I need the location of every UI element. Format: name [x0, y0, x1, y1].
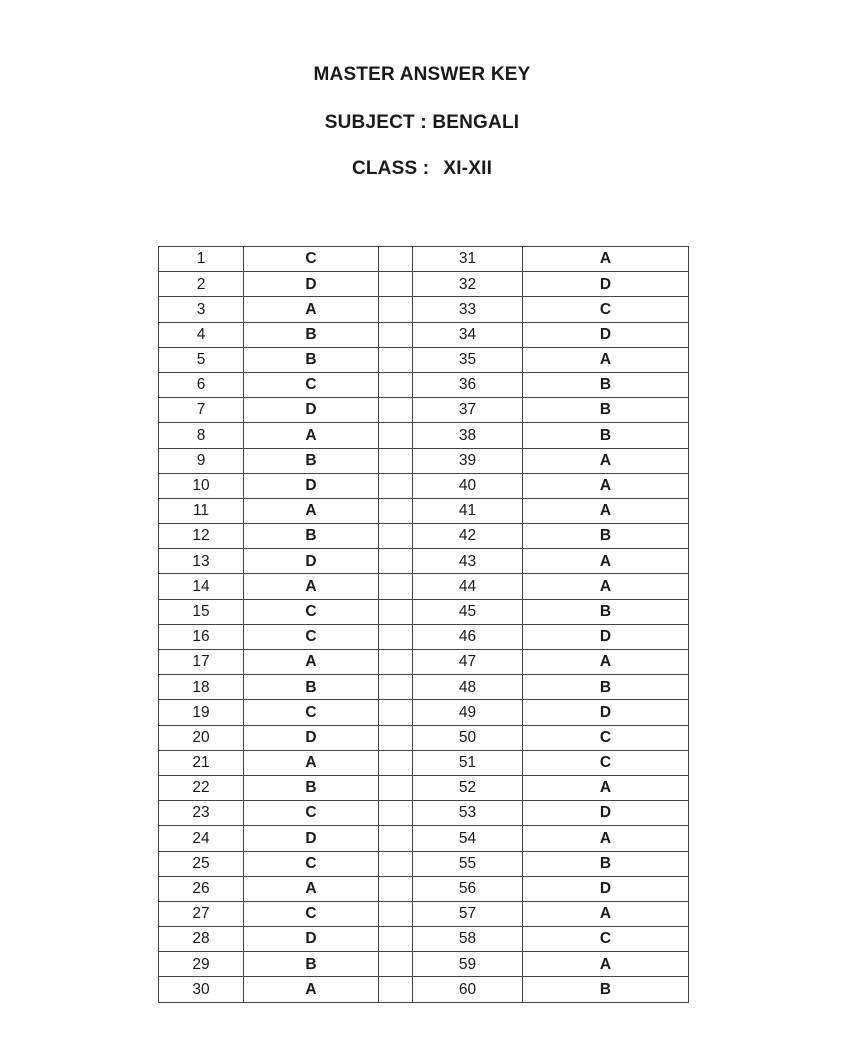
- spacer-cell: [379, 574, 413, 599]
- table-row: [159, 398, 689, 423]
- answer-right: C: [523, 725, 689, 750]
- answer-left: A: [244, 423, 379, 448]
- question-number-right: 44: [413, 574, 523, 599]
- spacer-cell: [379, 423, 413, 448]
- spacer-cell: [379, 498, 413, 523]
- answer-left: B: [244, 322, 379, 347]
- answer-right: B: [523, 977, 689, 1002]
- table-row: [159, 927, 689, 952]
- answer-right: A: [523, 826, 689, 851]
- answer-right: D: [523, 322, 689, 347]
- spacer-cell: [379, 876, 413, 901]
- table-row: [159, 700, 689, 725]
- question-number-right: 43: [413, 549, 523, 574]
- question-number-right: 49: [413, 700, 523, 725]
- answer-right: A: [523, 775, 689, 800]
- answer-right: A: [523, 498, 689, 523]
- question-number-left: 16: [159, 624, 244, 649]
- question-number-right: 57: [413, 901, 523, 926]
- spacer-cell: [379, 801, 413, 826]
- question-number-right: 36: [413, 372, 523, 397]
- subject-heading: SUBJECT : BENGALI: [324, 112, 520, 133]
- table-row: [159, 624, 689, 649]
- spacer-cell: [379, 901, 413, 926]
- question-number-right: 32: [413, 272, 523, 297]
- question-number-right: 41: [413, 498, 523, 523]
- question-number-right: 46: [413, 624, 523, 649]
- class-value: XI-XII: [443, 158, 493, 179]
- question-number-left: 28: [159, 927, 244, 952]
- answer-left: C: [244, 624, 379, 649]
- question-number-right: 33: [413, 297, 523, 322]
- answer-right: A: [523, 473, 689, 498]
- spacer-cell: [379, 927, 413, 952]
- table-row: [159, 801, 689, 826]
- answer-right: B: [523, 524, 689, 549]
- spacer-cell: [379, 750, 413, 775]
- spacer-cell: [379, 675, 413, 700]
- spacer-cell: [379, 448, 413, 473]
- question-number-left: 8: [159, 423, 244, 448]
- spacer-cell: [379, 624, 413, 649]
- table-row: [159, 574, 689, 599]
- answer-right: B: [523, 599, 689, 624]
- table-row: [159, 423, 689, 448]
- spacer-cell: [379, 524, 413, 549]
- answer-left: B: [244, 524, 379, 549]
- table-row: [159, 498, 689, 523]
- answer-left: A: [244, 574, 379, 599]
- table-row: [159, 826, 689, 851]
- spacer-cell: [379, 700, 413, 725]
- class-label: CLASS :: [351, 158, 430, 179]
- answer-right: A: [523, 952, 689, 977]
- question-number-left: 11: [159, 498, 244, 523]
- answer-right: B: [523, 398, 689, 423]
- question-number-left: 23: [159, 801, 244, 826]
- question-number-left: 17: [159, 650, 244, 675]
- question-number-right: 35: [413, 347, 523, 372]
- answer-left: D: [244, 272, 379, 297]
- question-number-right: 51: [413, 750, 523, 775]
- answer-left: D: [244, 826, 379, 851]
- answer-left: A: [244, 977, 379, 1002]
- question-number-right: 53: [413, 801, 523, 826]
- answer-right: A: [523, 448, 689, 473]
- question-number-right: 42: [413, 524, 523, 549]
- table-row: [159, 322, 689, 347]
- spacer-cell: [379, 977, 413, 1002]
- answer-key-body: [159, 247, 689, 1003]
- question-number-right: 38: [413, 423, 523, 448]
- answer-right: D: [523, 876, 689, 901]
- table-row: [159, 876, 689, 901]
- question-number-right: 56: [413, 876, 523, 901]
- answer-right: B: [523, 372, 689, 397]
- spacer-cell: [379, 398, 413, 423]
- spacer-cell: [379, 725, 413, 750]
- question-number-left: 18: [159, 675, 244, 700]
- answer-left: B: [244, 675, 379, 700]
- question-number-left: 25: [159, 851, 244, 876]
- question-number-right: 39: [413, 448, 523, 473]
- question-number-left: 27: [159, 901, 244, 926]
- question-number-left: 22: [159, 775, 244, 800]
- answer-left: A: [244, 650, 379, 675]
- answer-left: A: [244, 297, 379, 322]
- table-row: [159, 851, 689, 876]
- question-number-right: 59: [413, 952, 523, 977]
- answer-right: A: [523, 650, 689, 675]
- question-number-right: 58: [413, 927, 523, 952]
- answer-right: C: [523, 750, 689, 775]
- table-row: [159, 272, 689, 297]
- answer-left: D: [244, 927, 379, 952]
- table-row: [159, 952, 689, 977]
- question-number-left: 4: [159, 322, 244, 347]
- question-number-left: 10: [159, 473, 244, 498]
- answer-right: A: [523, 347, 689, 372]
- answer-left: C: [244, 801, 379, 826]
- question-number-left: 5: [159, 347, 244, 372]
- answer-key-table: [158, 246, 689, 1003]
- question-number-left: 6: [159, 372, 244, 397]
- question-number-right: 55: [413, 851, 523, 876]
- question-number-right: 54: [413, 826, 523, 851]
- question-number-right: 60: [413, 977, 523, 1002]
- question-number-right: 34: [413, 322, 523, 347]
- question-number-right: 47: [413, 650, 523, 675]
- spacer-cell: [379, 599, 413, 624]
- table-row: [159, 675, 689, 700]
- answer-right: B: [523, 851, 689, 876]
- question-number-right: 40: [413, 473, 523, 498]
- answer-left: D: [244, 473, 379, 498]
- answer-right: A: [523, 901, 689, 926]
- table-row: [159, 247, 689, 272]
- answer-left: C: [244, 372, 379, 397]
- table-row: [159, 448, 689, 473]
- table-row: [159, 524, 689, 549]
- question-number-right: 50: [413, 725, 523, 750]
- table-row: [159, 775, 689, 800]
- answer-left: B: [244, 347, 379, 372]
- question-number-left: 3: [159, 297, 244, 322]
- spacer-cell: [379, 851, 413, 876]
- spacer-cell: [379, 549, 413, 574]
- question-number-right: 52: [413, 775, 523, 800]
- answer-left: C: [244, 901, 379, 926]
- answer-right: D: [523, 700, 689, 725]
- answer-left: C: [244, 599, 379, 624]
- spacer-cell: [379, 372, 413, 397]
- table-row: [159, 549, 689, 574]
- spacer-cell: [379, 297, 413, 322]
- answer-left: C: [244, 851, 379, 876]
- answer-left: B: [244, 952, 379, 977]
- question-number-left: 1: [159, 247, 244, 272]
- table-row: [159, 650, 689, 675]
- answer-right: A: [523, 247, 689, 272]
- spacer-cell: [379, 347, 413, 372]
- question-number-left: 24: [159, 826, 244, 851]
- answer-right: A: [523, 549, 689, 574]
- table-row: [159, 347, 689, 372]
- answer-left: B: [244, 775, 379, 800]
- table-row: [159, 372, 689, 397]
- answer-right: D: [523, 624, 689, 649]
- question-number-left: 26: [159, 876, 244, 901]
- spacer-cell: [379, 272, 413, 297]
- question-number-left: 7: [159, 398, 244, 423]
- answer-left: A: [244, 498, 379, 523]
- table-row: [159, 599, 689, 624]
- table-row: [159, 473, 689, 498]
- table-row: [159, 750, 689, 775]
- question-number-left: 13: [159, 549, 244, 574]
- spacer-cell: [379, 473, 413, 498]
- question-number-left: 19: [159, 700, 244, 725]
- table-row: [159, 901, 689, 926]
- question-number-left: 12: [159, 524, 244, 549]
- spacer-cell: [379, 826, 413, 851]
- page-title: MASTER ANSWER KEY: [313, 64, 531, 85]
- question-number-left: 30: [159, 977, 244, 1002]
- question-number-left: 20: [159, 725, 244, 750]
- table-row: [159, 297, 689, 322]
- question-number-right: 31: [413, 247, 523, 272]
- question-number-left: 9: [159, 448, 244, 473]
- answer-left: C: [244, 247, 379, 272]
- answer-left: C: [244, 700, 379, 725]
- answer-right: D: [523, 801, 689, 826]
- answer-left: A: [244, 750, 379, 775]
- spacer-cell: [379, 322, 413, 347]
- spacer-cell: [379, 775, 413, 800]
- question-number-right: 45: [413, 599, 523, 624]
- question-number-right: 48: [413, 675, 523, 700]
- question-number-left: 21: [159, 750, 244, 775]
- table-row: [159, 977, 689, 1002]
- class-heading: [0, 158, 844, 180]
- answer-left: D: [244, 549, 379, 574]
- table-row: [159, 725, 689, 750]
- answer-right: B: [523, 423, 689, 448]
- question-number-right: 37: [413, 398, 523, 423]
- answer-left: D: [244, 398, 379, 423]
- spacer-cell: [379, 650, 413, 675]
- question-number-left: 2: [159, 272, 244, 297]
- question-number-left: 29: [159, 952, 244, 977]
- answer-right: C: [523, 927, 689, 952]
- spacer-cell: [379, 247, 413, 272]
- answer-left: D: [244, 725, 379, 750]
- answer-right: B: [523, 675, 689, 700]
- answer-left: A: [244, 876, 379, 901]
- answer-right: C: [523, 297, 689, 322]
- answer-left: B: [244, 448, 379, 473]
- spacer-cell: [379, 952, 413, 977]
- answer-right: D: [523, 272, 689, 297]
- question-number-left: 15: [159, 599, 244, 624]
- answer-right: A: [523, 574, 689, 599]
- question-number-left: 14: [159, 574, 244, 599]
